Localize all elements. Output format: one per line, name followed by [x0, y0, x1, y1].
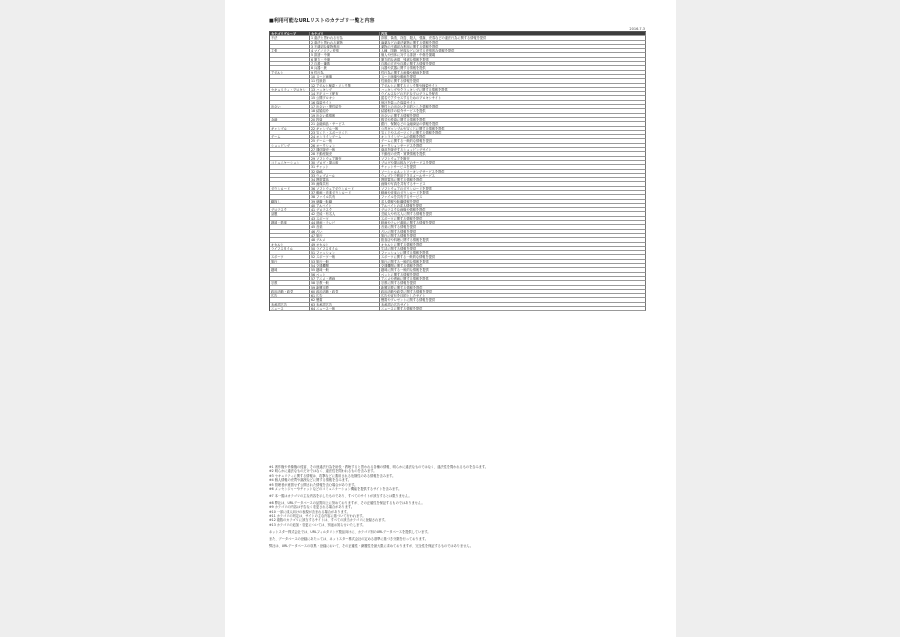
row-category: 43 スポーツ	[310, 217, 380, 221]
row-category: 36 ソフトウェアダウンロード	[310, 187, 380, 191]
row-content: 未承認の広告サイト	[380, 303, 646, 307]
row-category: 10 ヌード画像	[310, 75, 380, 79]
row-content: 性風俗に関する情報を提供	[380, 79, 646, 83]
row-group: 宗教	[270, 281, 310, 285]
row-category: 9 性行為	[310, 71, 380, 75]
row-category: 25 ゲーム一般	[310, 139, 380, 143]
row-content: 公営ギャンブルや宝くじに関する情報を提供	[380, 127, 646, 131]
row-group: 職探し	[270, 200, 310, 204]
row-group: 広告	[270, 294, 310, 298]
row-group: 趣味・娯楽	[270, 221, 310, 225]
row-content: 飲食店や料理に関する情報を提供	[380, 238, 646, 242]
row-category: 59 新興宗教	[310, 286, 380, 290]
row-content: ウェブ上で利用できるメールサービス	[380, 174, 646, 178]
row-category: 62 懸賞	[310, 298, 380, 302]
row-content: グロテスクな画像や情報を提供	[380, 208, 646, 212]
row-content: スポーツに関する一般的な情報を提供	[380, 255, 646, 259]
row-category: 2 違法と思われる薬物	[310, 41, 380, 45]
row-content: ソフトウェアのダウンロードを提供	[380, 187, 646, 191]
row-category: 50 ライフスタイル	[310, 247, 380, 251]
note-line: ※13 カテゴリの追加・変更については、別途お知らせいたします。	[269, 522, 366, 527]
row-content: ファッションに関する情報を提供	[380, 251, 646, 255]
row-category: 37 動画・音楽ダウンロード	[310, 191, 380, 195]
row-group: 出会い	[270, 105, 310, 109]
row-category: 52 スポーツ一般	[310, 255, 380, 259]
row-category: 64 ニュース一般	[310, 307, 380, 311]
row-content: 詐欺、偽造、窃盗、殺人、強姦、売春などの違法行為に関する情報を提供	[380, 36, 646, 40]
row-content: 商品を販売するショッピングサイト	[380, 148, 646, 152]
row-category: 23 宝くじ・スポーツくじ	[310, 131, 380, 135]
row-category: 45 音楽	[310, 225, 380, 229]
row-category: 39 就職・転職	[310, 200, 380, 204]
row-group: ライフスタイル	[270, 247, 310, 251]
row-content: オカルトに関する情報を提供	[380, 243, 646, 247]
note-line: ※9 カテゴリの内容は予告なく変更される場合があります。	[269, 505, 355, 510]
row-content: 人種、国籍、民族などに対する差別的な情報を提供	[380, 49, 646, 53]
note-line: ※11 カテゴリの判定は、サイトの主な内容に基づいて行われます。	[269, 514, 366, 519]
row-content: オークションサービスを提供	[380, 144, 646, 148]
row-group: 主張	[270, 49, 310, 53]
row-content: 匿名でアクセスするためのプロキシサイト	[380, 96, 646, 100]
row-group: アダルト	[270, 71, 310, 75]
row-content: 個人や団体に対する誹謗・中傷を掲載	[380, 53, 646, 57]
row-content: 交通機関に関する情報を提供	[380, 264, 646, 268]
row-category: 30 ブログ・掲示板	[310, 161, 380, 165]
header-category: カテゴリ	[310, 32, 380, 36]
row-content: 政治活動や政党に関する情報を提供	[380, 290, 646, 294]
row-content: 他社を装った偽装サイト	[380, 101, 646, 105]
row-category: 31 チャット	[310, 165, 380, 169]
row-category: 54 交通機関	[310, 264, 380, 268]
row-category: 60 政治活動・政党	[310, 290, 380, 294]
row-category: 29 ソフトウェア販売	[310, 157, 380, 161]
row-category: 44 映画・テレビ	[310, 221, 380, 225]
row-content: ペットに関する情報を提供	[380, 273, 646, 277]
row-content: 性行為に関する画像や動画を提供	[380, 71, 646, 75]
row-content: 宗教に関する情報を提供	[380, 281, 646, 285]
row-category: 32 SNS	[310, 170, 380, 174]
row-group: オカルト	[270, 243, 310, 247]
row-content: スポーツに関する情報を提供	[380, 217, 646, 221]
row-category: 41 グロテスク	[310, 208, 380, 212]
row-content: 自殺の方法や自殺に関する情報を提供	[380, 62, 646, 66]
row-group: コミュニケーション	[270, 161, 310, 165]
row-category: 33 ウェブメール	[310, 174, 380, 178]
row-category: 47 旅行	[310, 234, 380, 238]
row-content: 宝くじやスポーツくじに関する情報を提供	[380, 131, 646, 135]
row-category: 49 オカルト	[310, 243, 380, 247]
row-category: 6 暴力・中傷	[310, 58, 380, 62]
row-content: 薬物の不適切な利用に関する情報を提供	[380, 45, 646, 49]
row-content: 兵器や武器に関する情報を提供	[380, 66, 646, 70]
row-category: 40 アルバイト	[310, 204, 380, 208]
row-content: 生活に関する情報を提供	[380, 247, 646, 251]
note-line: ※7 本一覧はカテゴリの主な内容を示したものであり、すべてのサイトが該当するとは限りません。	[269, 493, 412, 498]
row-content: 銀行、保険などの金融商品の情報を提供	[380, 122, 646, 126]
note-line: ※12 複数のカテゴリに該当するサイトは、すべての該当カテゴリに登録されます。	[269, 518, 388, 523]
row-content: ゲームに関する一般的な情報を提供	[380, 139, 646, 143]
row-category: 46 占い	[310, 230, 380, 234]
note-line: また、データベースの登録にあたっては、ネットスター株式会社の定める基準に基づき分類を行っております。	[269, 536, 428, 541]
row-category: 28 不動産販売	[310, 152, 380, 156]
row-category: 3 不適切な薬物利用	[310, 45, 380, 49]
row-group: グロテスク	[270, 208, 310, 212]
row-content: ブログや掲示板などのサービスを提供	[380, 161, 646, 165]
row-group: 不法	[270, 36, 310, 40]
document-page	[225, 0, 676, 637]
row-content: ハッキングやクラッキングに関する情報を提供	[380, 88, 646, 92]
row-content: チャットサービスを提供	[380, 165, 646, 169]
row-content: ファイルを共有するサービス	[380, 195, 646, 199]
row-category: 4 マイノリティ差別	[310, 49, 380, 53]
notes-section	[269, 465, 647, 548]
row-content: 動画や音楽のダウンロードを提供	[380, 191, 646, 195]
row-category: 14 不正コード配布	[310, 92, 380, 96]
row-category: 13 ハッキング	[310, 88, 380, 92]
row-content: アニメや漫画に関する情報を提供	[380, 277, 646, 281]
row-content: ソフトウェアを販売	[380, 157, 646, 161]
row-content: 趣味に関する一般的な情報を提供	[380, 268, 646, 272]
row-category: 20 投資	[310, 118, 380, 122]
row-category: 27 通信販売一般	[310, 148, 380, 152]
row-category: 21 金融商品・サービス	[310, 122, 380, 126]
row-content: 旅行に関する一般的な情報を提供	[380, 260, 646, 264]
row-category: 61 広告	[310, 294, 380, 298]
note-line: ※5 管理者が意図せず公開された情報を含む場合があります。	[269, 482, 358, 487]
row-category: 8 兵器・銃	[310, 66, 380, 70]
row-content: 映画やテレビ番組に関する情報を提供	[380, 221, 646, 225]
note-line: ※1 著作権や肖像権の侵害、その他違法行為を助長・教唆すると思われる各種の情報、明らかに違法なものではなく、違法性を問われるものを含みます。	[269, 465, 488, 469]
note-line: ※4 個人情報の売買や漏洩などに関する情報を含みます。	[269, 478, 351, 483]
row-category: 7 自殺・嫌悪	[310, 62, 380, 66]
row-category: 15 公開プロキシ	[310, 96, 380, 100]
row-category: 58 宗教一般	[310, 281, 380, 285]
note-line: ※3 セキュリティに関する情報は、攻撃などに悪用される危険性のある情報を含みます。	[269, 473, 396, 478]
row-category: 24 オンラインゲーム	[310, 135, 380, 139]
table-row	[270, 307, 646, 311]
row-category: 22 ギャンブル一般	[310, 127, 380, 131]
row-content: 求人情報や転職情報を提供	[380, 200, 646, 204]
row-content: 音楽に関する情報を提供	[380, 225, 646, 229]
row-content: ヌード画像や動画を提供	[380, 75, 646, 79]
row-group: セキュリティ・プロキシ	[270, 88, 310, 92]
row-content: 株式や投資に関する情報を提供	[380, 118, 646, 122]
row-group: ショッピング	[270, 144, 310, 148]
row-content: 広告や宣伝を目的としたサイト	[380, 294, 646, 298]
row-category: 1 違法と思われる行為	[310, 36, 380, 40]
row-group: スポーツ	[270, 255, 310, 259]
note-line: ※6 メッセンジャーやチャットなどのコミュニケーション機能を提供するサイトを含みます。	[269, 487, 402, 492]
row-category: 35 画像共有	[310, 182, 380, 186]
row-content: 占いに関する情報を提供	[380, 230, 646, 234]
row-category: 19 出会い系情報	[310, 114, 380, 118]
row-content: アルバイトの求人情報を提供	[380, 204, 646, 208]
row-category: 11 性風俗	[310, 79, 380, 83]
row-group: ニュース	[270, 307, 310, 311]
row-category: 18 結婚紹介	[310, 109, 380, 113]
note-line: 弊社は、URLデータベースの収集・登録において、その正確性・網羅性を最大限に求めておりますが、完全性を保証するものではありません。	[269, 543, 473, 548]
row-content: オンラインゲームの情報を提供	[380, 135, 646, 139]
row-category: 38 ファイル共有	[310, 195, 380, 199]
document-date: 2016.7.3	[629, 27, 645, 31]
row-content: 暴力的な表現、残虐な情報を提供	[380, 58, 646, 62]
header-group: カテゴリグループ	[270, 32, 310, 36]
row-content: 異性との出会いを目的とした情報を提供	[380, 105, 646, 109]
row-category: 42 芸能・有名人	[310, 212, 380, 216]
row-content: アダルトに関するリンク集や検索サイト	[380, 84, 646, 88]
row-category: 17 出会い・異性紹介	[310, 105, 380, 109]
row-content: 麻薬などの違法薬物に関する情報を提供	[380, 41, 646, 45]
row-content: 画像や写真を共有するサービス	[380, 182, 646, 186]
row-content: ニュースに関する情報を提供	[380, 307, 646, 311]
row-group: ダウンロード	[270, 187, 310, 191]
row-category: 63 未承認広告	[310, 303, 380, 307]
row-content: 旅行に関する情報を提供	[380, 234, 646, 238]
row-group: 旅行	[270, 260, 310, 264]
row-category: 55 趣味一般	[310, 268, 380, 272]
row-content: 懸賞やプレゼントに関する情報を提供	[380, 298, 646, 302]
note-line: ネットスター株式会社では、URLフィルタリング製品向けに、カテゴリ別のURLデータベースを提供しています。	[269, 529, 431, 534]
row-category: 48 グルメ	[310, 238, 380, 242]
row-category: 57 アニメ・漫画	[310, 277, 380, 281]
note-line: ※8 弊社は、URLデータベースの品質向上に努めておりますが、その正確性を保証するものではありません。	[269, 500, 425, 505]
row-group: 金融	[270, 118, 310, 122]
row-content: 出会いに関する情報を提供	[380, 114, 646, 118]
category-table	[269, 31, 646, 311]
row-content: ソーシャルネットワーキングサービスを提供	[380, 170, 646, 174]
row-group: 政治活動・政党	[270, 290, 310, 294]
row-content: 芸能人や有名人に関する情報を提供	[380, 212, 646, 216]
row-group: ゲーム	[270, 135, 310, 139]
row-content: ウイルスなどの不正なプログラムを配布	[380, 92, 646, 96]
row-group: 話題	[270, 212, 310, 216]
row-category: 12 アダルト検索・リンク集	[310, 84, 380, 88]
row-content: 不動産の売買・賃貸情報を提供	[380, 152, 646, 156]
row-category: 53 旅行一般	[310, 260, 380, 264]
row-group: 未承認広告	[270, 303, 310, 307]
row-group: ギャンブル	[270, 127, 310, 131]
row-content: 携帯電話に関する情報を提供	[380, 178, 646, 182]
document-title: ■利用可能なURLリストのカテゴリ一覧と内容	[269, 18, 375, 24]
row-category: 5 誹謗・中傷	[310, 53, 380, 57]
row-category: 34 携帯電話	[310, 178, 380, 182]
row-category: 51 ファッション	[310, 251, 380, 255]
note-line: ※2 明らかに違法なものだけではなく、違法性を問われるものを含みます。	[269, 469, 377, 474]
row-group: 趣味	[270, 268, 310, 272]
row-content: 新興宗教に関する情報を提供	[380, 286, 646, 290]
row-category: 16 偽装サイト	[310, 101, 380, 105]
row-category: 56 ペット	[310, 273, 380, 277]
row-content: 結婚相手の紹介サービスを提供	[380, 109, 646, 113]
note-line: ※10 一部に成人向けの表現が含まれる場合があります。	[269, 509, 350, 514]
row-category: 26 オークション	[310, 144, 380, 148]
header-content: 内容	[380, 32, 646, 36]
